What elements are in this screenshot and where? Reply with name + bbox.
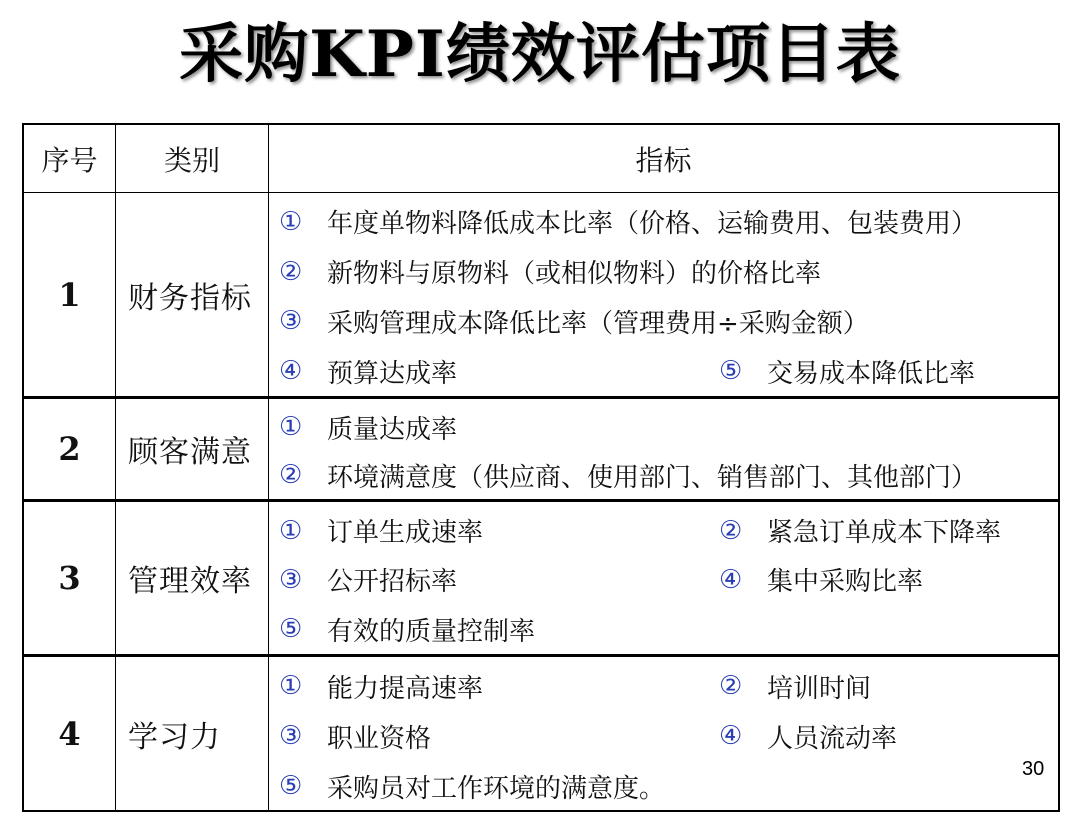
row-4-no: 4 [24,657,116,811]
row-3-category: 管理效率 [116,502,269,657]
indicator-text: 订单生成速率 [327,518,484,549]
indicator-text: 职业资格 [327,723,432,754]
item-number-marker: ④ [719,564,743,595]
indicator-line [279,605,1050,654]
indicator-item [279,409,457,446]
row-3-indicators [269,502,1058,657]
indicator-item [279,303,869,340]
indicator-item [279,512,483,549]
row-2-no: 2 [24,399,116,502]
kpi-table [22,123,1060,812]
indicator-text: 人员流动率 [767,723,898,754]
item-number-marker: ① [279,671,303,701]
item-number-marker: ② [719,515,743,546]
header-category: 类别 [116,125,269,193]
indicator-line [279,297,1050,347]
indicator-line [279,661,1050,711]
item-number-marker: ③ [279,306,303,337]
indicator-text: 紧急订单成本下降率 [767,518,1002,549]
row-2-indicators [269,399,1058,502]
row-2-category: 顾客满意 [116,399,269,502]
indicator-text: 公开招标率 [327,567,458,598]
item-number-marker: ⑤ [279,771,303,801]
indicator-line [279,403,1050,451]
row-1-indicators [269,193,1058,399]
indicator-item [279,203,977,240]
row-4-category: 学习力 [116,657,269,811]
item-number-marker: ① [279,206,303,237]
item-number-marker: ③ [279,564,303,595]
indicator-text: 交易成本降低比率 [767,358,976,389]
row-3-no: 3 [24,502,116,657]
indicator-item [279,353,457,390]
indicator-text: 质量达成率 [327,414,458,445]
indicator-item [719,668,871,705]
indicator-item [279,718,431,755]
indicator-text: 能力提高速率 [327,673,484,704]
page-number: 30 [1022,758,1045,780]
item-number-marker: ② [279,460,303,490]
indicator-item [279,768,665,805]
item-number-marker: ② [719,671,743,701]
item-number-marker: ② [279,256,303,287]
item-number-marker: ④ [719,721,743,751]
item-number-marker: ① [279,412,303,442]
indicator-item [279,561,457,598]
indicator-text: 采购员对工作环境的满意度。 [327,773,666,804]
indicator-line [279,197,1050,247]
indicator-line [279,555,1050,604]
indicator-item [279,253,821,290]
page-title: 采购KPI绩效评估项目表 [179,17,901,92]
item-number-marker: ⑤ [719,356,743,387]
header-no: 序号 [24,125,116,193]
indicator-line [279,506,1050,555]
indicator-item [719,512,1001,549]
indicator-item [279,457,977,494]
indicator-line [279,451,1050,499]
indicator-line [279,346,1050,396]
header-indicator: 指标 [269,125,1058,193]
item-number-marker: ③ [279,721,303,751]
indicator-line [279,711,1050,761]
indicator-text: 年度单物料降低成本比率（价格、运输费用、包装费用） [327,209,978,240]
indicator-item [719,561,923,598]
indicator-text: 预算达成率 [327,358,458,389]
indicator-line [279,247,1050,297]
indicator-text: 培训时间 [767,673,872,704]
indicator-text: 采购管理成本降低比率（管理费用÷采购金额） [327,308,869,339]
item-number-marker: ① [279,515,303,546]
row-1-no: 1 [24,193,116,399]
indicator-text: 集中采购比率 [767,567,924,598]
indicator-item [719,353,975,390]
item-number-marker: ④ [279,356,303,387]
indicator-text: 新物料与原物料（或相似物料）的价格比率 [327,259,822,290]
indicator-text: 环境满意度（供应商、使用部门、销售部门、其他部门） [327,462,978,493]
indicator-text: 有效的质量控制率 [327,616,536,647]
indicator-item [719,718,897,755]
indicator-line [279,761,1050,811]
row-4-indicators [269,657,1058,811]
row-1-category: 财务指标 [116,193,269,399]
item-number-marker: ⑤ [279,614,303,645]
indicator-item [279,611,535,648]
indicator-item [279,668,483,705]
